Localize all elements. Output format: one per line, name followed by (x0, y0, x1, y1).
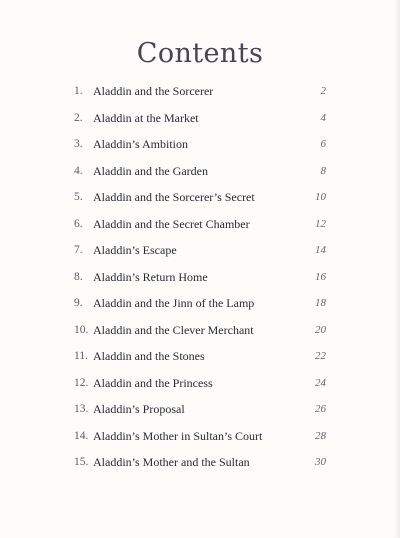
toc-entry-number: 5. (74, 191, 83, 203)
toc-entry-title: Aladdin at the Market (93, 110, 199, 125)
toc-entry-page: 28 (315, 429, 326, 442)
toc-entry-title: Aladdin and the Secret Chamber (93, 216, 250, 231)
toc-entry-12 (74, 370, 326, 397)
toc-entry-title: Aladdin’s Ambition (93, 137, 189, 151)
toc-entry-title: Aladdin’s Mother and the Sultan (93, 455, 250, 469)
toc-entry-title: Aladdin and the Stones (93, 349, 205, 363)
toc-entry-10 (74, 317, 326, 344)
toc-entry-number: 15. (74, 456, 89, 468)
toc-entry-number: 8. (74, 270, 83, 283)
toc-entry-title: Aladdin and the Sorcerer’s Secret (93, 190, 255, 204)
toc-entry-title: Aladdin and the Jinn of the Lamp (93, 296, 255, 310)
toc-entry-7 (74, 237, 326, 264)
toc-entry-title: Aladdin’s Proposal (93, 402, 185, 416)
toc-entry-13 (74, 396, 326, 423)
toc-entry-1 (74, 78, 326, 105)
toc-entry-page: 8 (320, 164, 326, 177)
toc-entry-page: 4 (320, 111, 326, 124)
toc-entry-number: 4. (74, 164, 83, 177)
toc-entry-number: 7. (74, 244, 83, 256)
toc-entry-page: 16 (315, 270, 326, 283)
toc-entry-number: 1. (74, 85, 83, 97)
toc-entry-6 (74, 211, 326, 238)
toc-entry-number: 13. (74, 403, 89, 415)
toc-entry-14 (74, 423, 326, 450)
toc-entry-11 (74, 343, 326, 370)
toc-entry-title: Aladdin’s Mother in Sultan’s Court (93, 428, 263, 443)
toc-entry-title: Aladdin and the Sorcerer (93, 84, 214, 98)
toc-entry-number: 9. (74, 297, 83, 309)
toc-entry-2 (74, 105, 326, 132)
toc-entry-number: 14. (74, 429, 89, 442)
toc-entry-number: 6. (74, 217, 83, 230)
toc-entry-number: 12. (74, 376, 89, 389)
toc-entry-8 (74, 264, 326, 291)
toc-entry-page: 6 (320, 138, 326, 150)
toc-entry-15 (74, 449, 326, 476)
toc-entry-page: 10 (315, 191, 326, 203)
toc-entry-page: 18 (315, 297, 326, 309)
toc-entry-page: 2 (320, 85, 326, 97)
toc-entry-title: Aladdin and the Clever Merchant (93, 322, 254, 337)
page-edge-shadow (394, 0, 400, 538)
toc-entry-page: 30 (315, 456, 326, 468)
toc-entry-5 (74, 184, 326, 211)
toc-entry-page: 12 (315, 217, 326, 230)
toc-entry-page: 26 (315, 403, 326, 415)
table-of-contents (74, 78, 326, 476)
toc-entry-title: Aladdin’s Return Home (93, 269, 208, 284)
toc-entry-title: Aladdin and the Princess (93, 375, 213, 390)
toc-entry-page: 14 (315, 244, 326, 256)
toc-entry-number: 3. (74, 138, 83, 150)
toc-entry-page: 24 (315, 376, 326, 389)
toc-entry-4 (74, 158, 326, 185)
toc-entry-page: 22 (315, 350, 326, 362)
toc-entry-number: 10. (74, 323, 89, 336)
toc-entry-title: Aladdin’s Escape (93, 243, 177, 257)
page-title: Contents (136, 38, 264, 69)
toc-entry-number: 11. (74, 350, 88, 362)
toc-entry-9 (74, 290, 326, 317)
toc-entry-number: 2. (74, 111, 83, 124)
toc-entry-title: Aladdin and the Garden (93, 163, 208, 178)
toc-entry-page: 20 (315, 323, 326, 336)
toc-entry-3 (74, 131, 326, 158)
